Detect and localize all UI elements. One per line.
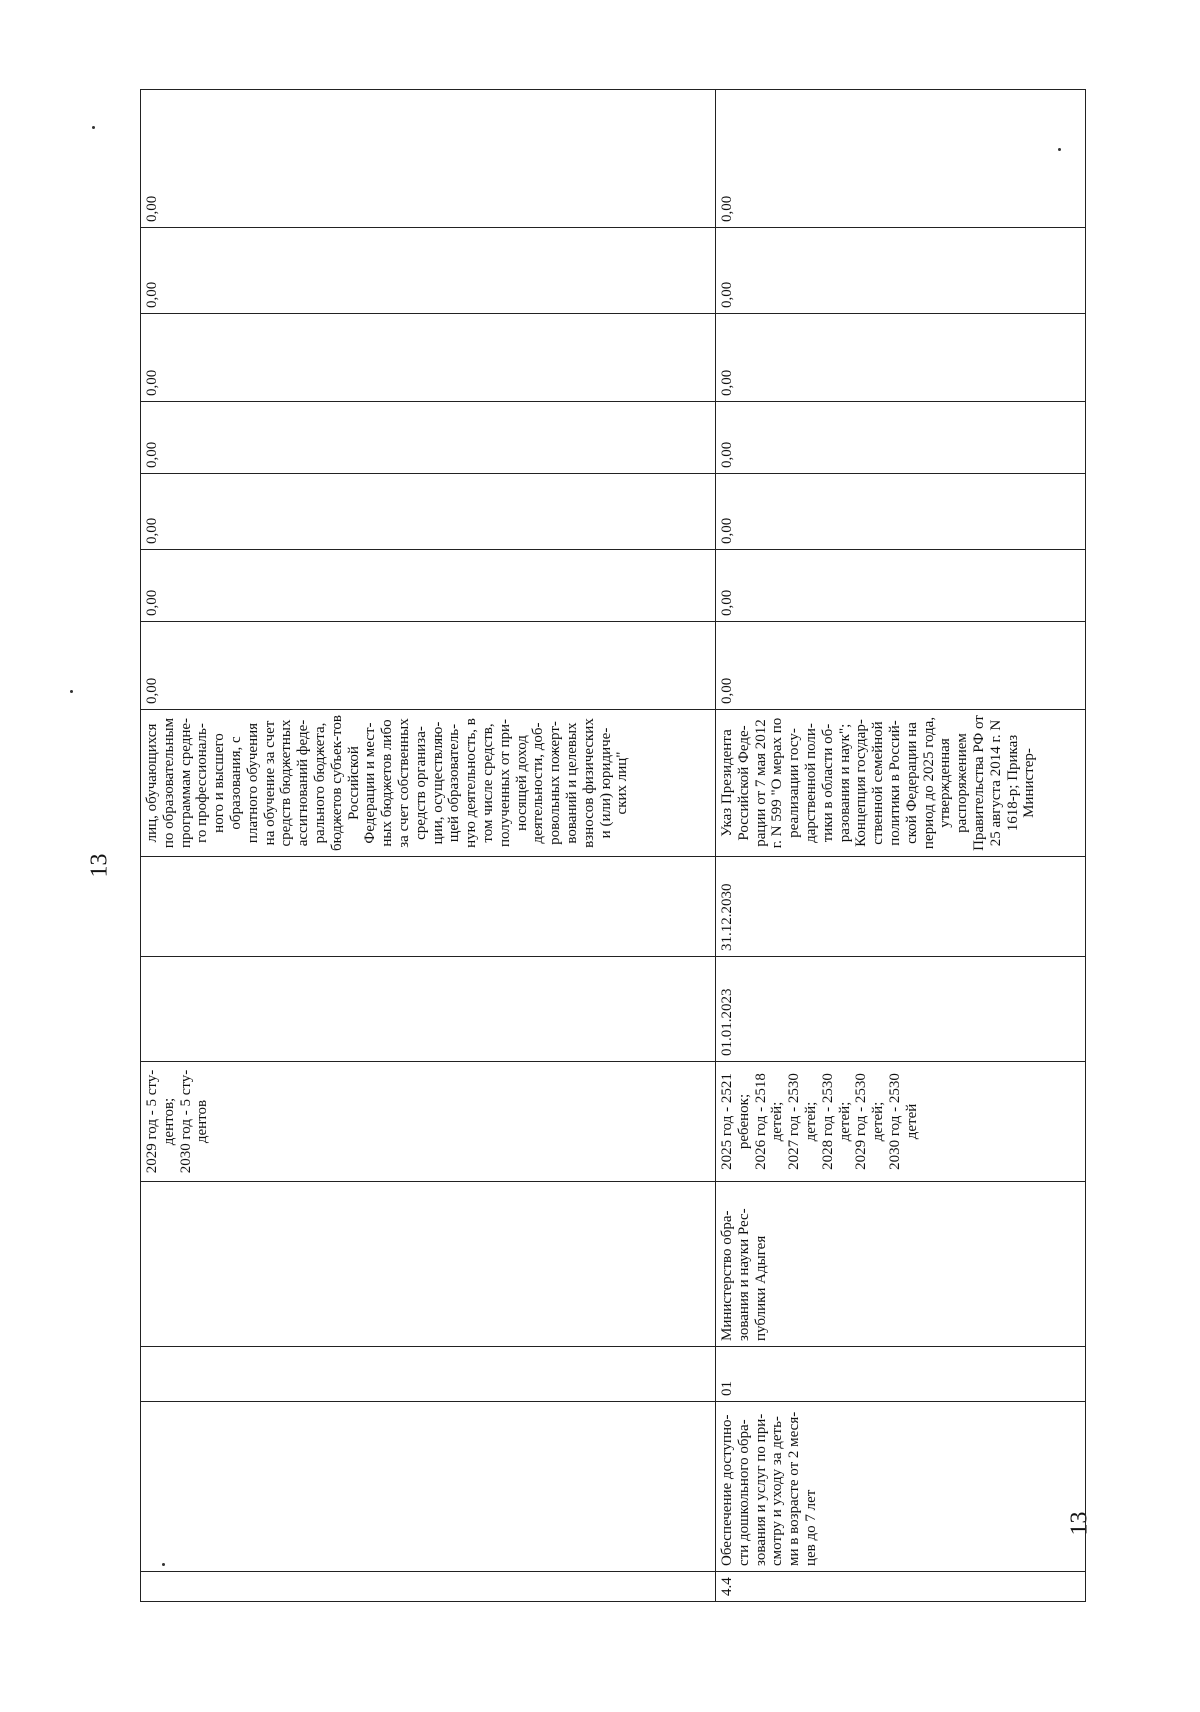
cell-amount: 0,00 — [716, 622, 1086, 710]
cell-amount: 0,00 — [141, 314, 716, 402]
scan-speck — [162, 1563, 165, 1566]
cell-indicators: 2029 год - 5 сту- дентов; 2030 год - 5 сту- дентов — [141, 1062, 716, 1182]
cell-amount: 0,00 — [716, 474, 1086, 550]
cell-amount: 0,00 — [141, 402, 716, 474]
cell-amount: 0,00 — [716, 228, 1086, 314]
budget-table — [140, 90, 1085, 1602]
cell-amount: 0,00 — [141, 474, 716, 550]
cell-name-empty — [141, 1402, 716, 1572]
cell-name: Обеспечение доступно-сти дошкольного обра-зования и услуг по при-смотру и уходу за деть-ми в возрасте от 2 меся-цев до 7 лет — [716, 1402, 1086, 1572]
cell-amount: 0,00 — [716, 314, 1086, 402]
cell-code-empty — [141, 1347, 716, 1402]
cell-number-empty — [141, 1572, 716, 1602]
table-row — [141, 90, 716, 1602]
cell-indicators: 2025 год - 2521 ребенок; 2026 год - 2518 детей; 2027 год - 2530 детей; 2028 год - 2530 детей; 2029 год - 2530 детей; 2030 год - 2530 детей — [716, 1062, 1086, 1182]
cell-basis: лиц, обучающихся по образовательным программам средне-го профессиональ-ного и высшего образования, с платного обучения на обучение за счет средств бюджетных ассигнований феде-рального бюджета, бюджетов субъек-тов Российской Федерации и мест-ных бюджетов либо за счет собственных средств организа-ции, осуществляю-щей образователь-ную деятельность, в том числе средств, полученных от при-носящей доход деятельности, доб-ровольных пожерт-вований и целевых взносов физических и (или) юридиче-ских лиц" — [141, 710, 716, 857]
cell-amount: 0,00 — [716, 550, 1086, 622]
cell-amount: 0,00 — [141, 550, 716, 622]
cell-start-date: 01.01.2023 — [716, 957, 1086, 1062]
cell-executor: Министерство обра-зования и науки Рес-публики Адыгея — [716, 1182, 1086, 1347]
measures-table — [140, 89, 1086, 1602]
cell-amount: 0,00 — [716, 402, 1086, 474]
cell-executor-empty — [141, 1182, 716, 1347]
page-number-side: 13 — [1066, 1511, 1093, 1536]
page-number-top: 13 — [86, 853, 113, 878]
cell-start-empty — [141, 957, 716, 1062]
table-row — [716, 90, 1086, 1602]
cell-code: 01 — [716, 1347, 1086, 1402]
scan-speck — [70, 690, 73, 693]
scan-speck — [92, 126, 95, 129]
cell-amount: 0,00 — [716, 90, 1086, 228]
cell-number: 4.4 — [716, 1572, 1086, 1602]
cell-amount: 0,00 — [141, 622, 716, 710]
cell-amount: 0,00 — [141, 228, 716, 314]
cell-end-empty — [141, 857, 716, 957]
cell-amount: 0,00 — [141, 90, 716, 228]
cell-basis: Указ Президента Российской Феде-рации от 7 мая 2012 г. N 599 "О мерах по реализации госу-дарственной поли-тики в области об-разования и наук"; Концепция государ-ственной семейной политики в Россий-ской Федерации на период до 2025 года, утвержденная распоряжением Правительства РФ от 25 августа 2014 г. N 1618-р; Приказ Министер- — [716, 710, 1086, 857]
cell-end-date: 31.12.2030 — [716, 857, 1086, 957]
